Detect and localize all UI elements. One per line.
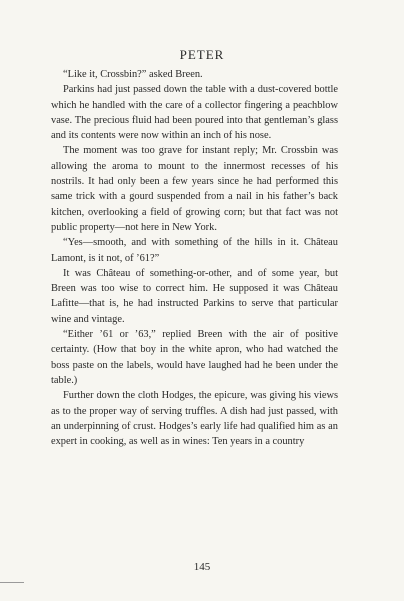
paragraph: Parkins had just passed down the table with a dust-covered bottle which he handled with the care of a collector fingering a peachblow vase. The precious fluid had been poured into that gentleman’s glass and its contents were now within an inch of his nose. bbox=[51, 84, 338, 142]
running-head: PETER bbox=[179, 47, 225, 62]
paragraph: The moment was too grave for instant reply; Mr. Crossbin was allowing the aroma to mount to the innermost recesses of his nostrils. It had only been a few years since he had performed this same trick with a gourd suspended from a nail in his father’s back kitchen, overlooking a field of growing corn; but that fact was not public property—not here in New York. bbox=[51, 145, 338, 233]
page-edge-mark bbox=[0, 582, 24, 583]
paragraph: Further down the cloth Hodges, the epicure, was giving his views as to the proper way of serving truffles. A dish had just passed, with an underpinning of crust. Hodges’s early life had qualified him as an expert in cooking, as well as in wines: Ten years in a country bbox=[51, 390, 338, 448]
paragraph: “Either ’61 or ’63,” replied Breen with the air of positive certainty. (How that boy in the white apron, who had watched the boss paste on the labels, would have laughed had he been under the table.) bbox=[51, 329, 338, 386]
paragraph: “Yes—smooth, and with something of the hills in it. Château Lamont, is it not, of ’61?” bbox=[51, 237, 338, 264]
paragraph: “Like it, Crossbin?” asked Breen. bbox=[63, 69, 203, 80]
body-text bbox=[51, 67, 338, 449]
page-number: 145 bbox=[193, 561, 211, 573]
paragraph: It was Château of something-or-other, and of some year, but Breen was too wise to correct him. He supposed it was Château Lafitte—that is, he had instructed Parkins to serve that particular wine and vintage. bbox=[51, 267, 338, 325]
